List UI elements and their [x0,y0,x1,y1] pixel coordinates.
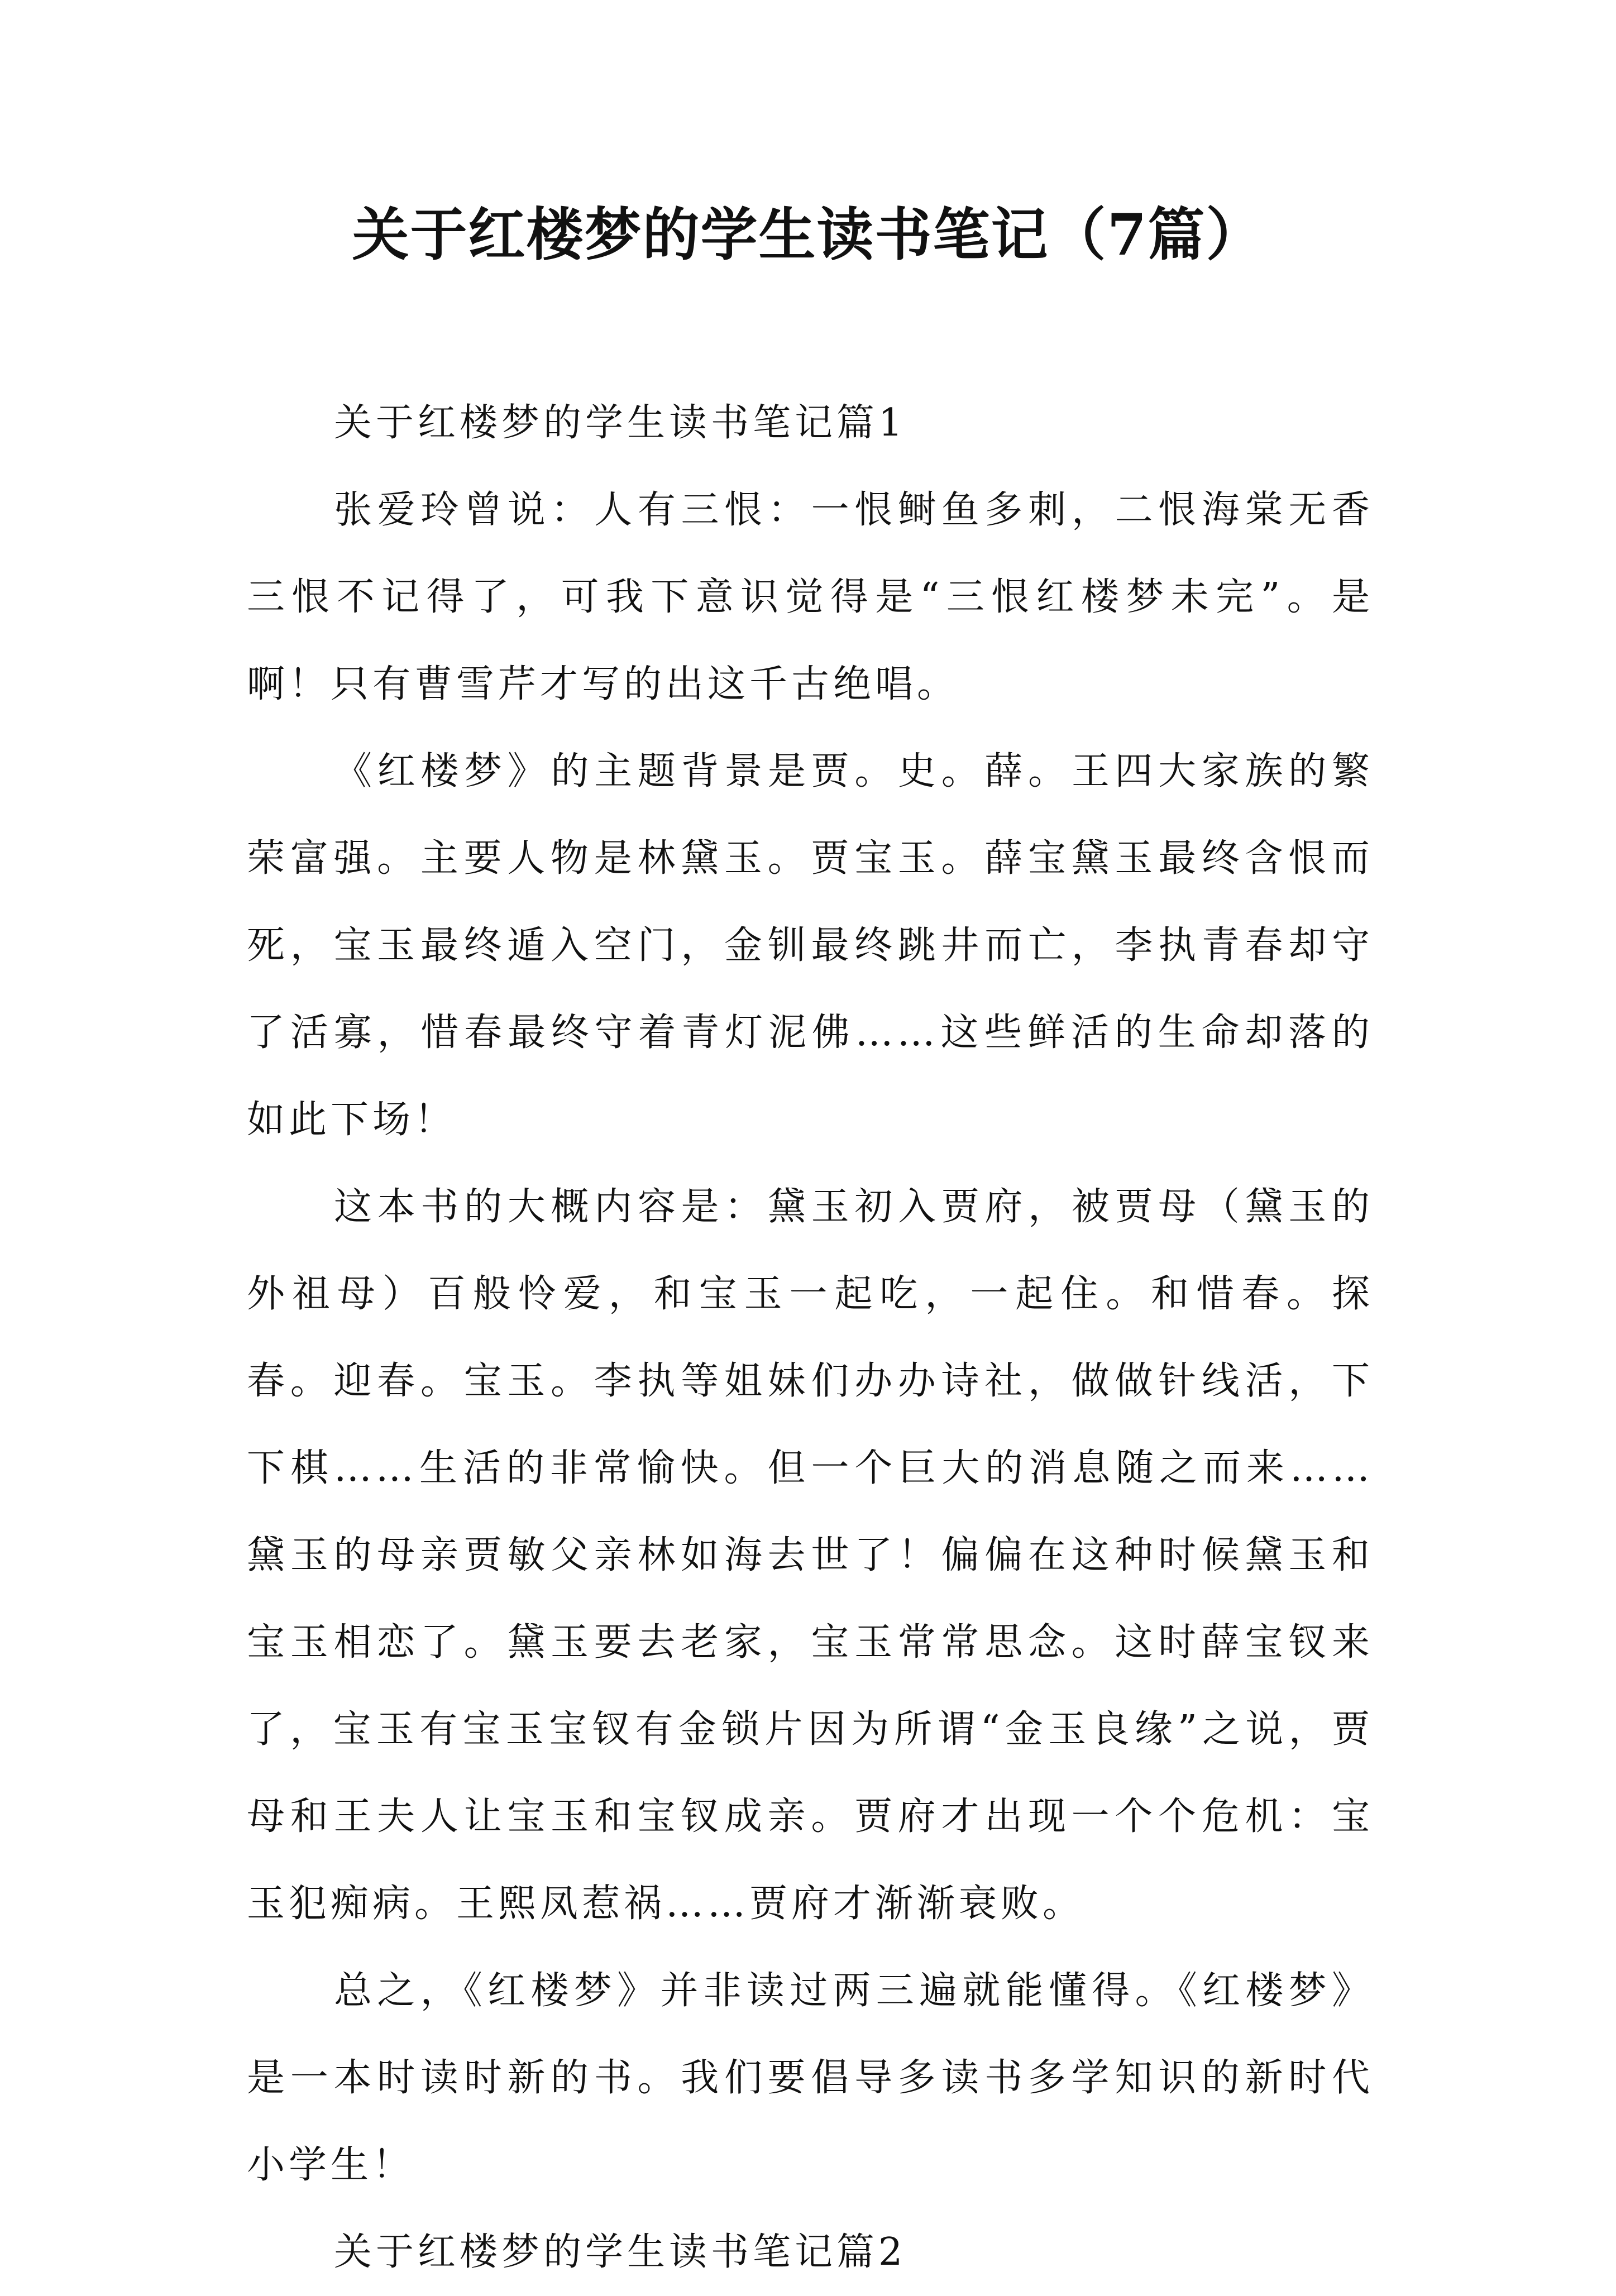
paragraph: 《红楼梦》的主题背景是贾。史。薛。王四大家族的繁荣富强。主要人物是林黛玉。贾宝玉。薛宝黛玉最终含恨而死，宝玉最终遁入空门，金钏最终跳井而亡，李执青春却守了活寡，惜春最终守着青灯泥佛……这些鲜活的生命却落的如此下场！ [247,749,1374,1142]
section-heading: 关于红楼梦的学生读书笔记篇1 [334,401,907,445]
paragraph: 总之，《红楼梦》并非读过两三遍就能懂得。《红楼梦》是一本时读时新的书。我们要倡导多读书多学知识的新时代小学生！ [247,1969,1374,2187]
document-body [247,380,1374,2296]
paragraph: 张爱玲曾说：人有三恨：一恨鲥鱼多刺，二恨海棠无香三恨不记得了，可我下意识觉得是“三恨红楼梦未完”。是啊！只有曹雪芹才写的出这千古绝唱。 [247,488,1374,706]
section-heading: 关于红楼梦的学生读书笔记篇2 [334,2230,907,2274]
document-title: 关于红楼梦的学生读书笔记（7篇） [352,202,1264,269]
paragraph: 这本书的大概内容是：黛玉初入贾府，被贾母（黛玉的外祖母）百般怜爱，和宝玉一起吃，一起住。和惜春。探春。迎春。宝玉。李执等姐妹们办办诗社，做做针线活，下下棋……生活的非常愉快。但一个巨大的消息随之而来……黛玉的母亲贾敏父亲林如海去世了！偏偏在这种时候黛玉和宝玉相恋了。黛玉要去老家，宝玉常常思念。这时薛宝钗来了，宝玉有宝玉宝钗有金锁片因为所谓“金玉良缘”之说，贾母和王夫人让宝玉和宝钗成亲。贾府才出现一个个危机：宝玉犯痴病。王熙凤惹祸……贾府才渐渐衰败。 [247,1185,1374,1926]
